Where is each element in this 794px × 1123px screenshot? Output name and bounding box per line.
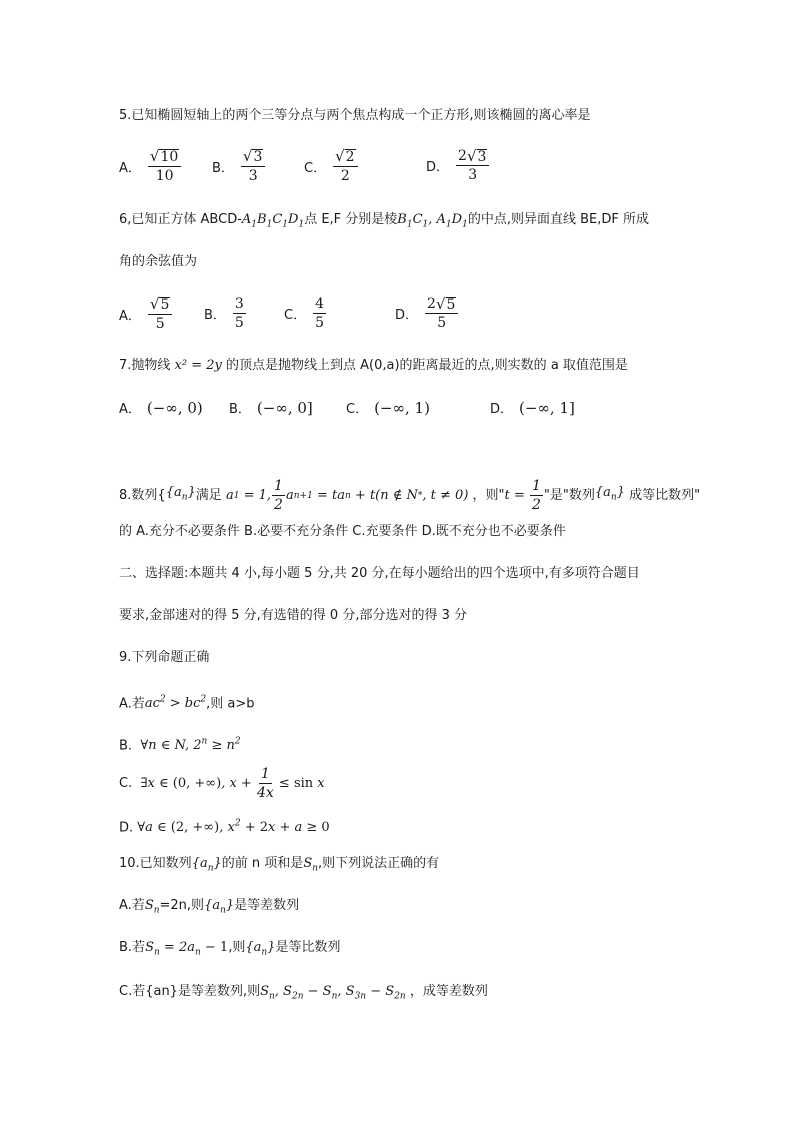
q10-a-seq: $\{a_n\}$ xyxy=(204,898,235,916)
q6-stem-mid2: 的中点,则异面直线 BE,DF 所成 xyxy=(467,212,649,227)
q10-sum: $S_n$ xyxy=(303,856,319,874)
q7-stem-pre: 7.抛物线 xyxy=(119,358,171,373)
q10-option-c xyxy=(119,982,488,1007)
q10-b-seq: $\{a_n\}$ xyxy=(245,940,276,958)
q10-option-a xyxy=(119,896,299,921)
q10-b-pre: B.若 xyxy=(119,940,146,955)
q7-equation: x² = 2y xyxy=(174,358,222,373)
q9-b-label: B. xyxy=(119,738,133,754)
q10-option-b xyxy=(119,938,340,963)
q8-stem-mid2: ，则" xyxy=(472,487,505,503)
q8-stem-end: 成等比数列" xyxy=(629,487,701,503)
q10-c-pre: C.若{an}是等差数列,则 xyxy=(119,984,261,999)
q7-option-b: B． (−∞, 0] xyxy=(229,398,313,417)
q10-stem-mid: 的前 n 项和是 xyxy=(221,856,304,871)
q8-sequence-2: $\{a_n\}$ xyxy=(594,485,625,503)
q10-a-pre: A.若 xyxy=(119,898,145,913)
q10-b-mid: ,则 xyxy=(228,940,246,955)
q10-b-math: $S_n = 2a_n - 1$ xyxy=(145,940,229,958)
q8-stem-mid1: 满足 xyxy=(195,487,222,503)
q8-stem-mid3: "是"数列 xyxy=(543,487,595,503)
q5-option-b: B． √ 3 3 xyxy=(212,148,266,184)
q6-option-b: B． $\frac{3}{5}$ xyxy=(204,296,244,331)
q10-b-post: 是等比数列 xyxy=(275,940,341,955)
q10-a-sum: $S_n$ xyxy=(144,898,160,916)
q7-option-c: C． (−∞, 1) xyxy=(346,398,430,417)
q6-edges: $B_1C_1$, $A_1D_1$ xyxy=(397,212,468,230)
q9-option-d xyxy=(119,814,330,838)
q7-stem xyxy=(119,356,628,376)
q6-option-d: D． 2 √ 5 5 xyxy=(395,296,459,331)
q9-c-label: C. xyxy=(119,775,133,791)
q10-c-post: ，成等差数列 xyxy=(409,984,488,999)
q6-cube-vertices: $A_1B_1C_1D_1$ xyxy=(241,212,305,230)
q5-option-c: C． √ 2 2 xyxy=(304,148,359,184)
q9-b-math: ∀n ∈ N, $2^n \ge n^2$ xyxy=(140,737,241,754)
q10-stem-post: ,则下列说法正确的有 xyxy=(318,856,440,871)
q6-stem-mid1: 点 E,F 分别是棱 xyxy=(304,212,398,227)
q10-sequence: $\{a_n\}$ xyxy=(191,856,222,874)
q7-stem-post: 的顶点是抛物线上到点 A(0,a)的距离最近的点,则实数的 a 取值范围是 xyxy=(226,358,628,373)
q7-option-d: D． (−∞, 1] xyxy=(490,398,575,417)
q10-stem-pre: 10.已知数列 xyxy=(119,856,192,871)
q9-stem: 9.下列命题正确 xyxy=(119,650,210,665)
q8-stem-pre: 8.数列{ xyxy=(119,487,166,503)
q9-option-a xyxy=(119,690,255,714)
q8-options-line: 的 A.充分不必要条件 B.必要不充分条件 C.充要条件 D.既不充分也不必要条件 xyxy=(119,524,566,539)
q8-condition: a 1 = 1, $\frac{1}{2}$ a n+1 = ta n + t(n ∉ N * , t ≠ 0) xyxy=(225,478,469,513)
q10-c-math: $S_n$, $S_{2n} - S_n$, $S_{3n} - S_{2n}$ xyxy=(260,984,406,1002)
q8-sequence: $\{a_n\}$ xyxy=(165,485,196,503)
q5-stem: 5.已知椭圆短轴上的两个三等分点与两个焦点构成一个正方形,则该椭圆的离心率是 xyxy=(119,108,591,123)
q6-option-c: C． $\frac{4}{5}$ xyxy=(284,296,324,331)
q9-a-math: $ac^2 > bc^2$ xyxy=(144,695,207,712)
q10-a-mid: =2n,则 xyxy=(159,898,205,913)
q9-c-math: ∃ x ∈ (0, +∞) , x + $\frac{1}{4x}$ ≤ sin x xyxy=(140,766,325,801)
q10-stem xyxy=(119,854,439,879)
q6-option-a: A． √ 5 5 xyxy=(119,296,173,332)
q9-option-b xyxy=(119,732,241,756)
q9-a-post: ,则 a>b xyxy=(206,696,255,712)
q8-stem xyxy=(119,478,700,513)
q9-d-math: ∀a ∈ (2, +∞), $x^2 + 2x + a \ge 0$ xyxy=(137,819,330,836)
q6-stem-line2: 角的余弦值为 xyxy=(119,254,198,269)
q6-stem xyxy=(119,210,649,235)
section2-line1: 二、选择题:本题共 4 小,每小题 5 分,共 20 分,在每小题给出的四个选项中,有多项符合题目 xyxy=(119,566,640,581)
q9-option-c xyxy=(119,766,325,801)
q9-d-label: D. xyxy=(119,820,134,836)
q10-a-post: 是等差数列 xyxy=(234,898,300,913)
q5-option-d: D． 2 √ 3 3 xyxy=(426,148,490,183)
section2-line2: 要求,金部速对的得 5 分,有选错的得 0 分,部分选对的得 3 分 xyxy=(119,608,468,623)
q8-t-value: t = $\frac{1}{2}$ xyxy=(504,478,541,513)
q9-a-pre: A.若 xyxy=(119,696,145,712)
q6-stem-pre: 6,已知正方体 ABCD- xyxy=(119,212,242,227)
q7-option-a: A． (−∞, 0) xyxy=(119,398,203,417)
q5-option-a: A． √ 10 10 xyxy=(119,148,182,184)
